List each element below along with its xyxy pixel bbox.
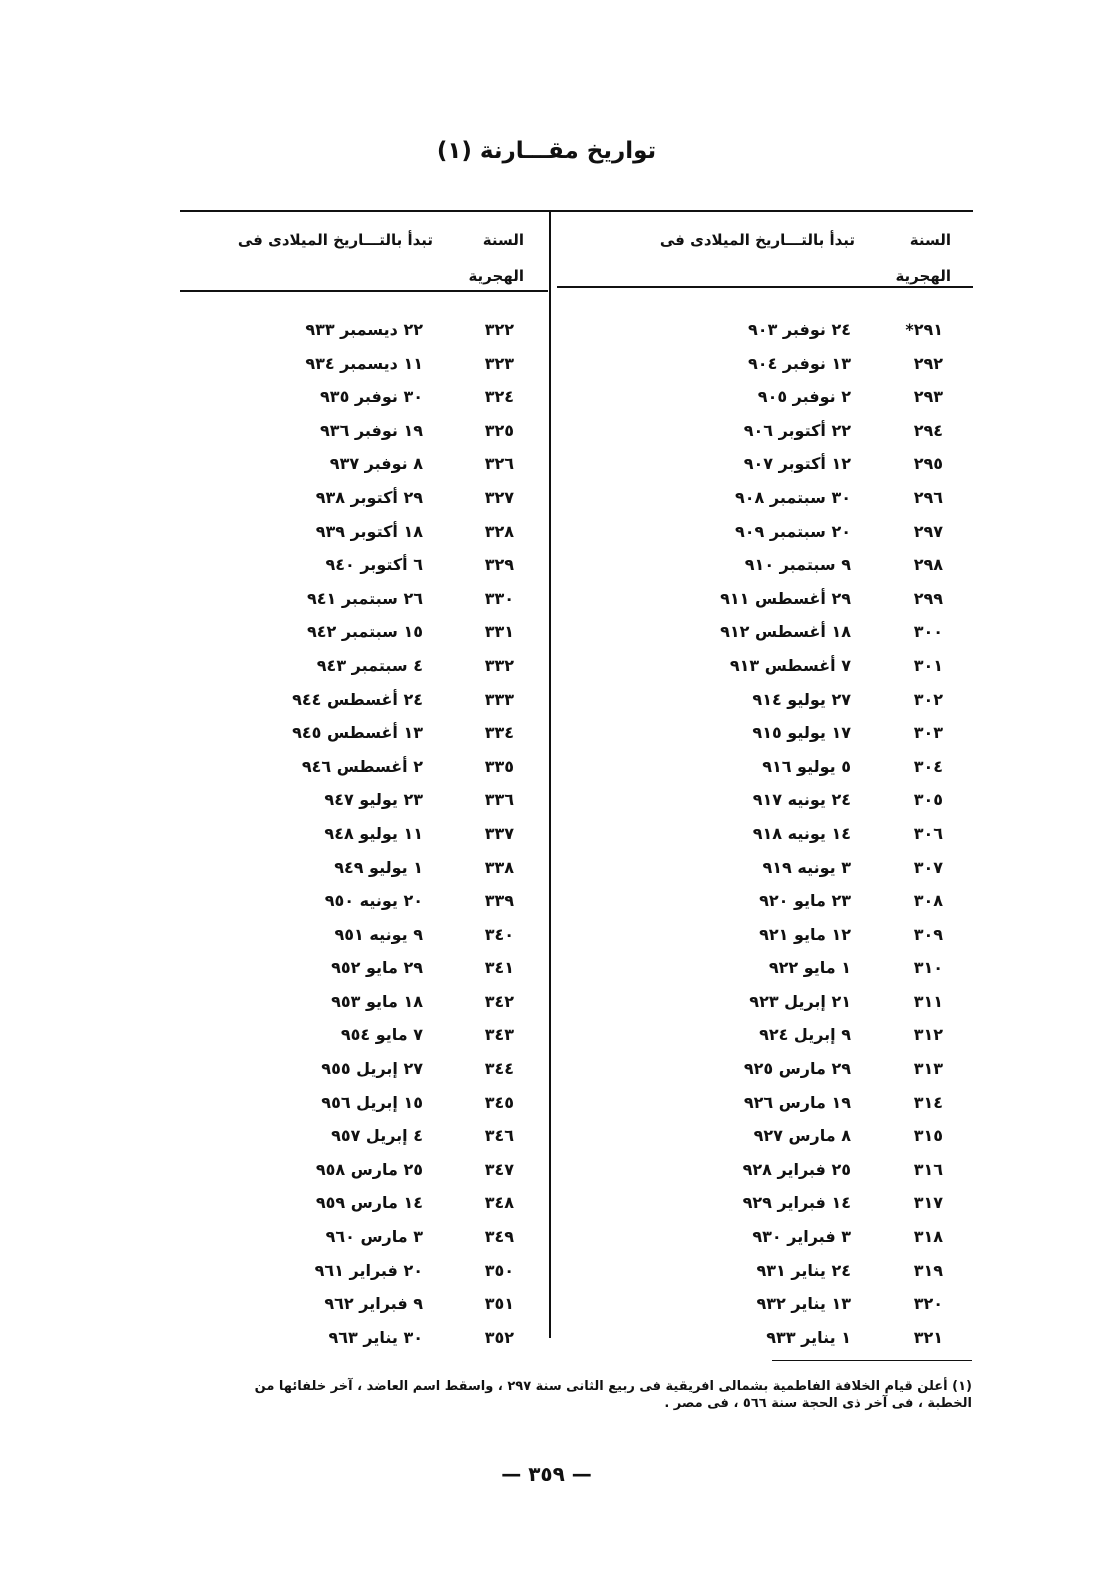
- gregorian-date: ٣٠ نوفبر ٩٣٥: [320, 387, 423, 407]
- gregorian-date: ٤ سبتمبر ٩٤٣: [316, 655, 423, 675]
- footnote-rule: [772, 1360, 972, 1361]
- hijri-year: ٣١٨: [913, 1227, 943, 1247]
- gregorian-date: ١٣ يناير ٩٣٢: [756, 1294, 851, 1314]
- table-row: [180, 818, 548, 852]
- table-row: [557, 717, 973, 751]
- table-row: [557, 549, 973, 583]
- gregorian-date: ١ يوليو ٩٤٩: [334, 857, 423, 877]
- hijri-year: ٣٠٩: [913, 924, 943, 944]
- year-header-line1: السنة: [482, 231, 524, 249]
- table-row: [557, 381, 973, 415]
- hijri-year: ٣٤٠: [484, 924, 514, 944]
- hijri-year: ٣٠١: [913, 655, 943, 675]
- gregorian-date: ١١ ديسمبر ٩٣٤: [305, 353, 423, 373]
- hijri-year: ٣٤٥: [484, 1092, 514, 1112]
- hijri-year: ٣٢٧: [484, 487, 514, 507]
- gregorian-date: ٢٢ ديسمبر ٩٣٣: [305, 320, 423, 339]
- table-row: [557, 818, 973, 852]
- hijri-year: ٣٤٩: [484, 1227, 514, 1247]
- table-row: [557, 616, 973, 650]
- hijri-year: ٣٣٦: [484, 790, 514, 810]
- hijri-year: ٣١٤: [913, 1092, 943, 1112]
- date-header: تبدأ بالتـــاريخ الميلادى فى: [237, 231, 433, 249]
- table-row: [180, 583, 548, 617]
- table-row: [180, 448, 548, 482]
- gregorian-date: ١ مايو ٩٢٢: [768, 958, 851, 978]
- hijri-year: ٣٢٢: [484, 320, 514, 339]
- table-row: [180, 1322, 548, 1356]
- hijri-year: ٣٣٧: [484, 823, 514, 843]
- gregorian-date: ٢٥ مارس ٩٥٨: [315, 1159, 423, 1179]
- column-divider: [549, 212, 551, 1338]
- gregorian-date: ٣ فبراير ٩٣٠: [752, 1227, 851, 1247]
- gregorian-date: ١٤ فبراير ٩٢٩: [742, 1193, 851, 1213]
- gregorian-date: ١٨ مايو ٩٥٣: [331, 991, 423, 1011]
- gregorian-date: ٩ سبتمبر ٩١٠: [744, 555, 851, 575]
- hijri-year: ٣٠٠: [913, 622, 943, 642]
- footnote: (١) أعلن قيام الخلافة الفاطمية بشمالى افريقية فى ربيع الثانى سنة ٢٩٧ ، واسقط اسم العاضد ، آخر خلفائها من الخطبة ، فى آخر ذى الحجة سنة ٥٦٦ ، فى مصر .: [254, 1379, 972, 1411]
- table-row: [180, 1053, 548, 1087]
- gregorian-date: ٢٢ أكتوبر ٩٠٦: [743, 420, 851, 440]
- hijri-year: ٢٩٤: [913, 420, 943, 440]
- date-header: تبدأ بالتـــاريخ الميلادى فى: [659, 231, 855, 249]
- table-row: [557, 482, 973, 516]
- gregorian-date: ١٥ إبريل ٩٥٦: [321, 1092, 423, 1112]
- gregorian-date: ١٢ مايو ٩٢١: [759, 924, 851, 944]
- table-row: [180, 1187, 548, 1221]
- hijri-year: ٣٢٠: [913, 1294, 943, 1314]
- gregorian-date: ٢٩ مارس ٩٢٥: [743, 1059, 851, 1079]
- hijri-year: ٣٥٢: [484, 1327, 514, 1347]
- gregorian-date: ٢٤ يونيه ٩١٧: [752, 790, 851, 810]
- page-title: تواريخ مقـــارنة (١): [436, 138, 657, 164]
- hijri-year: ٢٩٥: [913, 454, 943, 474]
- hijri-year: ٣٤٧: [484, 1159, 514, 1179]
- hijri-year: ٣٥١: [484, 1294, 514, 1314]
- table-row: [557, 650, 973, 684]
- table-row: [557, 583, 973, 617]
- gregorian-date: ١٥ سبتمبر ٩٤٢: [307, 622, 423, 642]
- hijri-year: ٣٠٥: [913, 790, 943, 810]
- gregorian-date: ١٧ يوليو ٩١٥: [752, 723, 851, 743]
- table-row: [557, 1053, 973, 1087]
- right-table-half: [557, 222, 973, 1347]
- gregorian-date: ٣ مارس ٩٦٠: [325, 1227, 423, 1247]
- table-row: [180, 314, 548, 348]
- table-row: [557, 1187, 973, 1221]
- table-row: [557, 1322, 973, 1356]
- year-header: [861, 222, 951, 294]
- hijri-year: ٣٢٦: [484, 454, 514, 474]
- hijri-year: ٣٠٢: [913, 689, 943, 709]
- hijri-year: ٣٢٤: [484, 387, 514, 407]
- hijri-year: ٣١٩: [913, 1260, 943, 1280]
- table-row: [557, 314, 973, 348]
- hijri-year: ٢٩٨: [913, 555, 943, 575]
- gregorian-date: ١٩ نوفبر ٩٣٦: [320, 420, 423, 440]
- table-row: [180, 684, 548, 718]
- table-row: [180, 549, 548, 583]
- year-header-line1: السنة: [909, 231, 951, 249]
- gregorian-date: ١٨ أكتوبر ٩٣٩: [315, 521, 423, 541]
- gregorian-date: ٢٩ أكتوبر ٩٣٨: [315, 487, 423, 507]
- hijri-year: ٣٣٥: [484, 756, 514, 776]
- gregorian-date: ٢٧ إبريل ٩٥٥: [321, 1059, 423, 1079]
- hijri-year: ٢٩٢: [913, 353, 943, 373]
- gregorian-date: ٣٠ سبتمبر ٩٠٨: [735, 487, 851, 507]
- gregorian-date: ٥ يوليو ٩١٦: [762, 756, 851, 776]
- table-row: [180, 616, 548, 650]
- year-header: [434, 222, 524, 294]
- table-row: [180, 415, 548, 449]
- table-row: [180, 348, 548, 382]
- hijri-year: ٣٣٩: [484, 891, 514, 911]
- gregorian-date: ٢٥ فبراير ٩٢٨: [742, 1159, 851, 1179]
- table-row: [557, 751, 973, 785]
- table-top-rule: [180, 210, 973, 212]
- gregorian-date: ١٤ يونيه ٩١٨: [752, 823, 851, 843]
- gregorian-date: ٢٠ فبراير ٩٦١: [314, 1260, 423, 1280]
- table-row: [557, 516, 973, 550]
- gregorian-date: ٢٤ يناير ٩٣١: [756, 1260, 851, 1280]
- gregorian-date: ٩ إبريل ٩٢٤: [759, 1025, 851, 1045]
- gregorian-date: ٧ أغسطس ٩١٣: [729, 655, 851, 675]
- table-row: [557, 1255, 973, 1289]
- hijri-year: ٣٣١: [484, 622, 514, 642]
- gregorian-date: ٢ أغسطس ٩٤٦: [301, 756, 423, 776]
- gregorian-date: ١٩ مارس ٩٢٦: [743, 1092, 851, 1112]
- table-row: [557, 852, 973, 886]
- table-row: [557, 1120, 973, 1154]
- table-row: [180, 650, 548, 684]
- table-row: [557, 952, 973, 986]
- gregorian-date: ٢٤ أغسطس ٩٤٤: [292, 689, 423, 709]
- gregorian-date: ٢٠ سبتمبر ٩٠٩: [735, 521, 851, 541]
- hijri-year: ٢٩٩: [913, 588, 943, 608]
- table-row: [557, 1288, 973, 1322]
- hijri-year: ٣٤٣: [484, 1025, 514, 1045]
- table-row: [180, 381, 548, 415]
- table-row: [180, 986, 548, 1020]
- table-row: [557, 1154, 973, 1188]
- hijri-year: ٢٩٦: [913, 487, 943, 507]
- table-row: [180, 1221, 548, 1255]
- table-row: [557, 684, 973, 718]
- table-row: [557, 448, 973, 482]
- table-row: [557, 986, 973, 1020]
- table-row: [180, 952, 548, 986]
- hijri-year: ٣٢٨: [484, 521, 514, 541]
- hijri-year: ٣٣٣: [484, 689, 514, 709]
- table-row: [180, 1255, 548, 1289]
- hijri-year: ٣٢٣: [484, 353, 514, 373]
- gregorian-date: ٦ أكتوبر ٩٤٠: [325, 555, 423, 575]
- gregorian-date: ٢١ إبريل ٩٢٣: [749, 991, 851, 1011]
- right-rows: [557, 314, 973, 1355]
- table-row: [180, 482, 548, 516]
- gregorian-date: ٢٧ يوليو ٩١٤: [752, 689, 851, 709]
- gregorian-date: ١ يناير ٩٣٣: [766, 1327, 851, 1347]
- left-rows: [180, 314, 548, 1355]
- hijri-year: ٢٩٧: [913, 521, 943, 541]
- table-row: [557, 348, 973, 382]
- gregorian-date: ٢٣ يوليو ٩٤٧: [324, 790, 423, 810]
- hijri-year: ٣١٧: [913, 1193, 943, 1213]
- hijri-year: ٣٤١: [484, 958, 514, 978]
- hijri-year: ٣٣٨: [484, 857, 514, 877]
- gregorian-date: ١٨ أغسطس ٩١٢: [720, 622, 851, 642]
- gregorian-date: ٢ نوفبر ٩٠٥: [757, 387, 851, 407]
- gregorian-date: ٢٣ مايو ٩٢٠: [759, 891, 851, 911]
- table-row: [180, 1120, 548, 1154]
- gregorian-date: ٢٩ أغسطس ٩١١: [720, 588, 851, 608]
- table-row: [180, 1019, 548, 1053]
- table-row: [180, 1288, 548, 1322]
- table-row: [557, 415, 973, 449]
- gregorian-date: ٢٦ سبتمبر ٩٤١: [307, 588, 423, 608]
- gregorian-date: ١٣ أغسطس ٩٤٥: [292, 723, 423, 743]
- hijri-year: ٢٩٣: [913, 387, 943, 407]
- table-row: [180, 885, 548, 919]
- table-row: [557, 1221, 973, 1255]
- gregorian-date: ٨ مارس ٩٢٧: [753, 1126, 851, 1146]
- hijri-year: ٣١٥: [913, 1126, 943, 1146]
- hijri-year: ٣٠٦: [913, 823, 943, 843]
- table-row: [180, 751, 548, 785]
- table-row: [180, 784, 548, 818]
- table-row: [557, 1019, 973, 1053]
- hijri-year: ٣٢٥: [484, 420, 514, 440]
- gregorian-date: ١٢ أكتوبر ٩٠٧: [743, 454, 851, 474]
- hijri-year: ٣٥٠: [484, 1260, 514, 1280]
- table-row: [180, 919, 548, 953]
- table-row: [557, 1087, 973, 1121]
- hijri-year: ٣١١: [913, 991, 943, 1011]
- hijri-year: ٣٠٨: [913, 891, 943, 911]
- hijri-year: ٣٤٨: [484, 1193, 514, 1213]
- gregorian-date: ٢٠ يونيه ٩٥٠: [324, 891, 423, 911]
- hijri-year: ٣٣٤: [484, 723, 514, 743]
- table-row: [180, 717, 548, 751]
- gregorian-date: ٢٩ مايو ٩٥٢: [331, 958, 423, 978]
- hijri-year: ٣٠٧: [913, 857, 943, 877]
- gregorian-date: ١١ يوليو ٩٤٨: [324, 823, 423, 843]
- gregorian-date: ٣٠ يناير ٩٦٣: [328, 1327, 423, 1347]
- hijri-year: ٣٢٩: [484, 555, 514, 575]
- hijri-year: ٣٠٣: [913, 723, 943, 743]
- hijri-year: ٣٤٢: [484, 991, 514, 1011]
- year-header-line2: الهجرية: [468, 267, 524, 285]
- gregorian-date: ٣ يونيه ٩١٩: [762, 857, 851, 877]
- hijri-year: ٣١٠: [913, 958, 943, 978]
- table-row: [180, 1087, 548, 1121]
- gregorian-date: ٧ مايو ٩٥٤: [340, 1025, 423, 1045]
- hijri-year: ٣٢١: [913, 1327, 943, 1347]
- page-number: — ٣٥٩ —: [501, 1462, 592, 1486]
- hijri-year: ٣٤٦: [484, 1126, 514, 1146]
- hijri-year: ٣١٦: [913, 1159, 943, 1179]
- table-row: [557, 784, 973, 818]
- hijri-year: ٢٩١*: [905, 320, 943, 339]
- hijri-year: ٣٠٤: [913, 756, 943, 776]
- hijri-year: ٣٣٢: [484, 655, 514, 675]
- hijri-year: ٣١٣: [913, 1059, 943, 1079]
- hijri-year: ٣١٢: [913, 1025, 943, 1045]
- table-row: [180, 516, 548, 550]
- gregorian-date: ٢٤ نوفبر ٩٠٣: [748, 320, 851, 339]
- gregorian-date: ٩ فبراير ٩٦٢: [324, 1294, 423, 1314]
- table-row: [180, 852, 548, 886]
- year-header-line2: الهجرية: [895, 267, 951, 285]
- table-row: [557, 885, 973, 919]
- gregorian-date: ١٤ مارس ٩٥٩: [315, 1193, 423, 1213]
- gregorian-date: ٩ يونيه ٩٥١: [334, 924, 423, 944]
- table-row: [180, 1154, 548, 1188]
- gregorian-date: ١٣ نوفبر ٩٠٤: [748, 353, 851, 373]
- gregorian-date: ٤ إبريل ٩٥٧: [331, 1126, 423, 1146]
- left-table-half: [180, 222, 548, 1347]
- hijri-year: ٣٣٠: [484, 588, 514, 608]
- gregorian-date: ٨ نوفبر ٩٣٧: [329, 454, 423, 474]
- table-row: [557, 919, 973, 953]
- hijri-year: ٣٤٤: [484, 1059, 514, 1079]
